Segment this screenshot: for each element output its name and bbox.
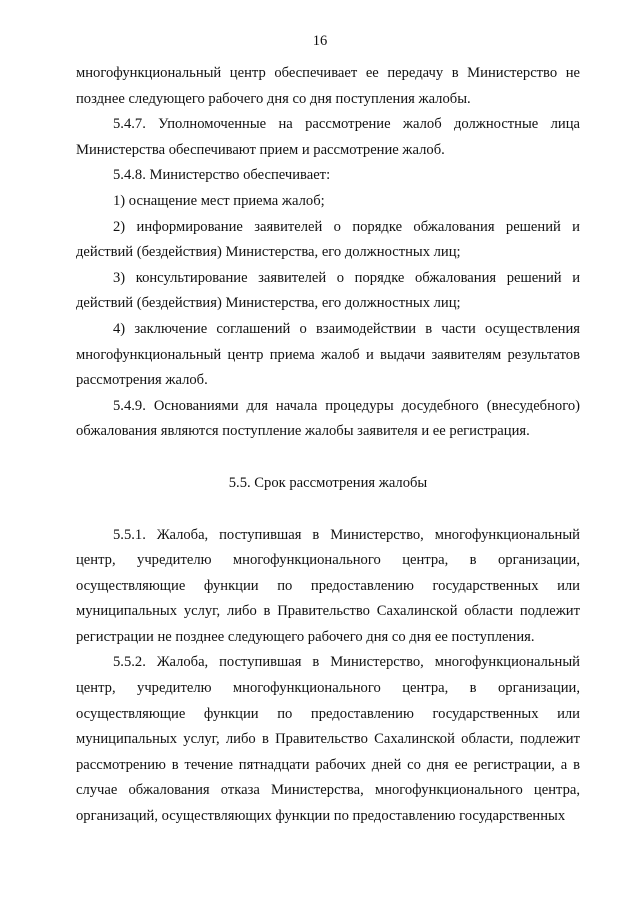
list-item-4: 4) заключение соглашений о взаимодействии в части осуществления многофункциональный центр приема жалоб и выдачи заявителям результатов рассмотрения жалоб. [76, 320, 580, 389]
paragraph-5-5-1: 5.5.1. Жалоба, поступившая в Министерство, многофункциональный центр, учредителю многофункционального центра, в организации, осуществляющие функции по предоставлению государственных или муниципальных услуг, либо в Правительство Сахалинской области подлежит регистрации не позднее следующего рабочего дня со дня ее поступления. [76, 526, 580, 645]
list-item-1: 1) оснащение мест приема жалоб; [113, 192, 325, 209]
paragraph-5-4-9: 5.4.9. Основаниями для начала процедуры досудебного (внесудебного) обжалования являются поступление жалобы заявителя и ее регистрация. [76, 397, 580, 440]
section-heading: 5.5. Срок рассмотрения жалобы [228, 474, 428, 491]
list-item-3: 3) консультирование заявителей о порядке обжалования решений и действий (бездействия) Министерства, его должностных лиц; [76, 269, 580, 312]
list-item-2: 2) информирование заявителей о порядке обжалования решений и действий (бездействия) Министерства, его должностных лиц; [76, 218, 580, 261]
paragraph-5-4-8: 5.4.8. Министерство обеспечивает: [113, 167, 331, 184]
page-number: 16 [312, 33, 328, 49]
paragraph-5-4-7: 5.4.7. Уполномоченные на рассмотрение жалоб должностные лица Министерства обеспечивают прием и рассмотрение жалоб. [76, 116, 580, 158]
paragraph-continuation: многофункциональный центр обеспечивает ее передачу в Министерство не позднее следующего рабочего дня со дня поступления жалобы. [76, 65, 580, 107]
paragraph-5-5-2: 5.5.2. Жалоба, поступившая в Министерство, многофункциональный центр, учредителю многофункционального центра, в организации, осуществляющие функции по предоставлению государственных или муниципальных услуг, либо в Правительство Сахалинской области, подлежит рассмотрению в течение пятнадцати рабочих дней со дня ее регистрации, а в случае обжалования отказа Министерства, многофункционального центра, организаций, осуществляющих функции по предоставлению государственных [76, 654, 580, 825]
document-body [76, 61, 580, 830]
